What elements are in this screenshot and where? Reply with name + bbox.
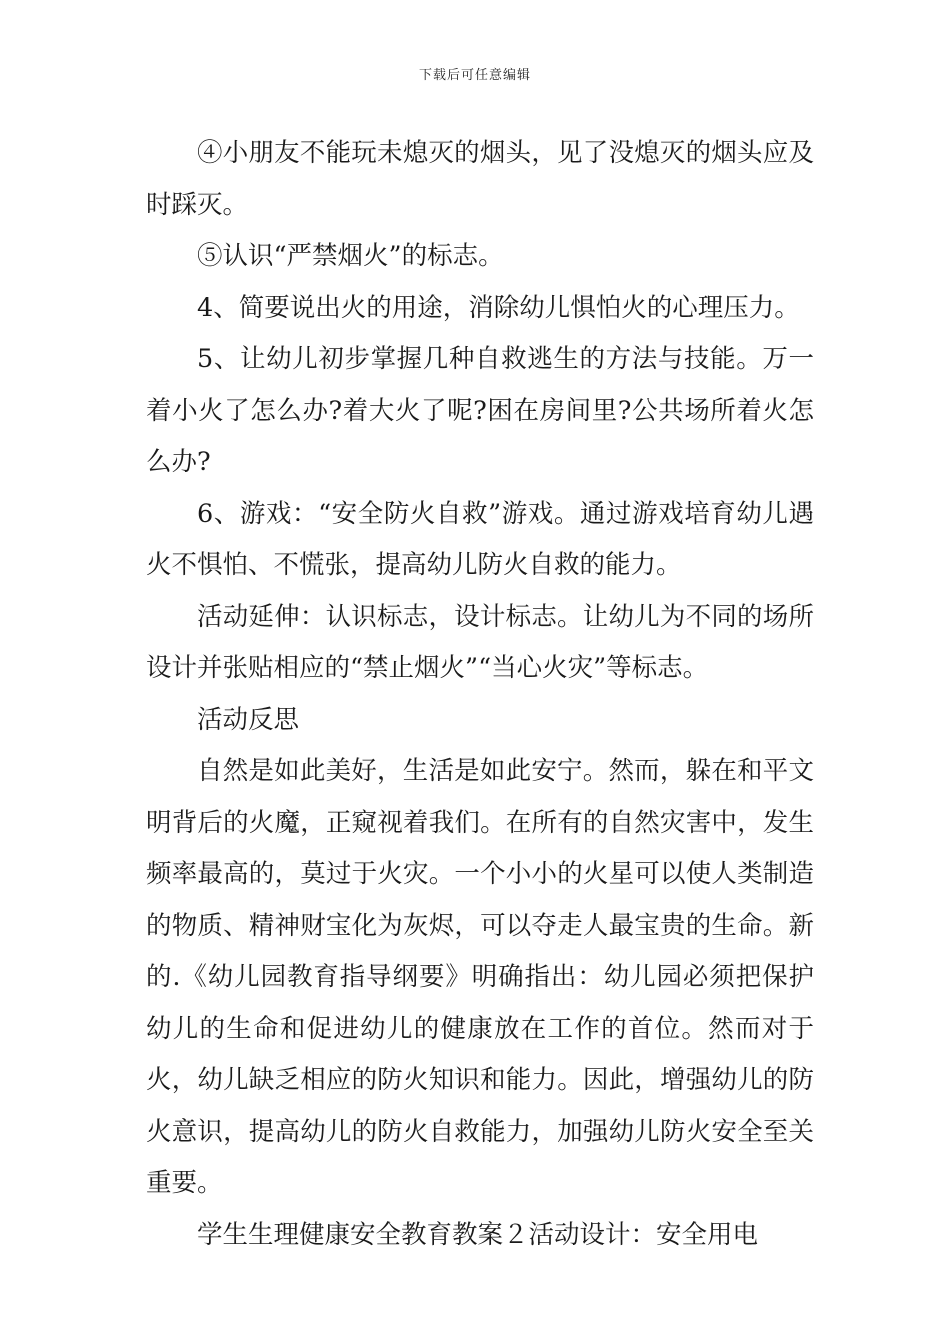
page-header: 下载后可任意编辑	[418, 68, 531, 83]
paragraph-step-5: 5、让幼儿初步掌握几种自救逃生的方法与技能。万一着小火了怎么办?着大火了呢?困在房间里?公共场所着火怎么办?	[146, 344, 814, 477]
paragraph-extension: 活动延伸：认识标志，设计标志。让幼儿为不同的场所设计并张贴相应的“禁止烟火”“当心火灾”等标志。	[146, 601, 814, 683]
document-body	[146, 128, 814, 1261]
paragraph-item-5: ⑤认识“严禁烟火”的标志。	[197, 241, 504, 271]
paragraph-reflection: 自然是如此美好，生活是如此安宁。然而，躲在和平文明背后的火魔，正窥视着我们。在所有的自然灾害中，发生频率最高的，莫过于火灾。一个小小的火星可以使人类制造的物质、精神财宝化为灰烬，可以夺走人最宝贵的生命。新的.《幼儿园教育指导纲要》明确指出：幼儿园必须把保护幼儿的生命和促进幼儿的健康放在工作的首位。然而对于火，幼儿缺乏相应的防火知识和能力。因此，增强幼儿的防火意识，提高幼儿的防火自救能力，加强幼儿防火安全至关重要。	[146, 756, 814, 1198]
paragraph-item-4: ④小朋友不能玩未熄灭的烟头，见了没熄灭的烟头应及时踩灭。	[146, 138, 814, 220]
paragraph-next-lesson: 学生生理健康安全教育教案２活动设计：安全用电	[197, 1219, 759, 1250]
paragraph-step-4: 4、简要说出火的用途，消除幼儿惧怕火的心理压力。	[197, 292, 800, 323]
section-heading-reflection: 活动反思	[197, 704, 300, 735]
paragraph-step-6: 6、游戏：“安全防火自救”游戏。通过游戏培育幼儿遇火不惧怕、不慌张，提高幼儿防火自救的能力。	[146, 498, 814, 580]
